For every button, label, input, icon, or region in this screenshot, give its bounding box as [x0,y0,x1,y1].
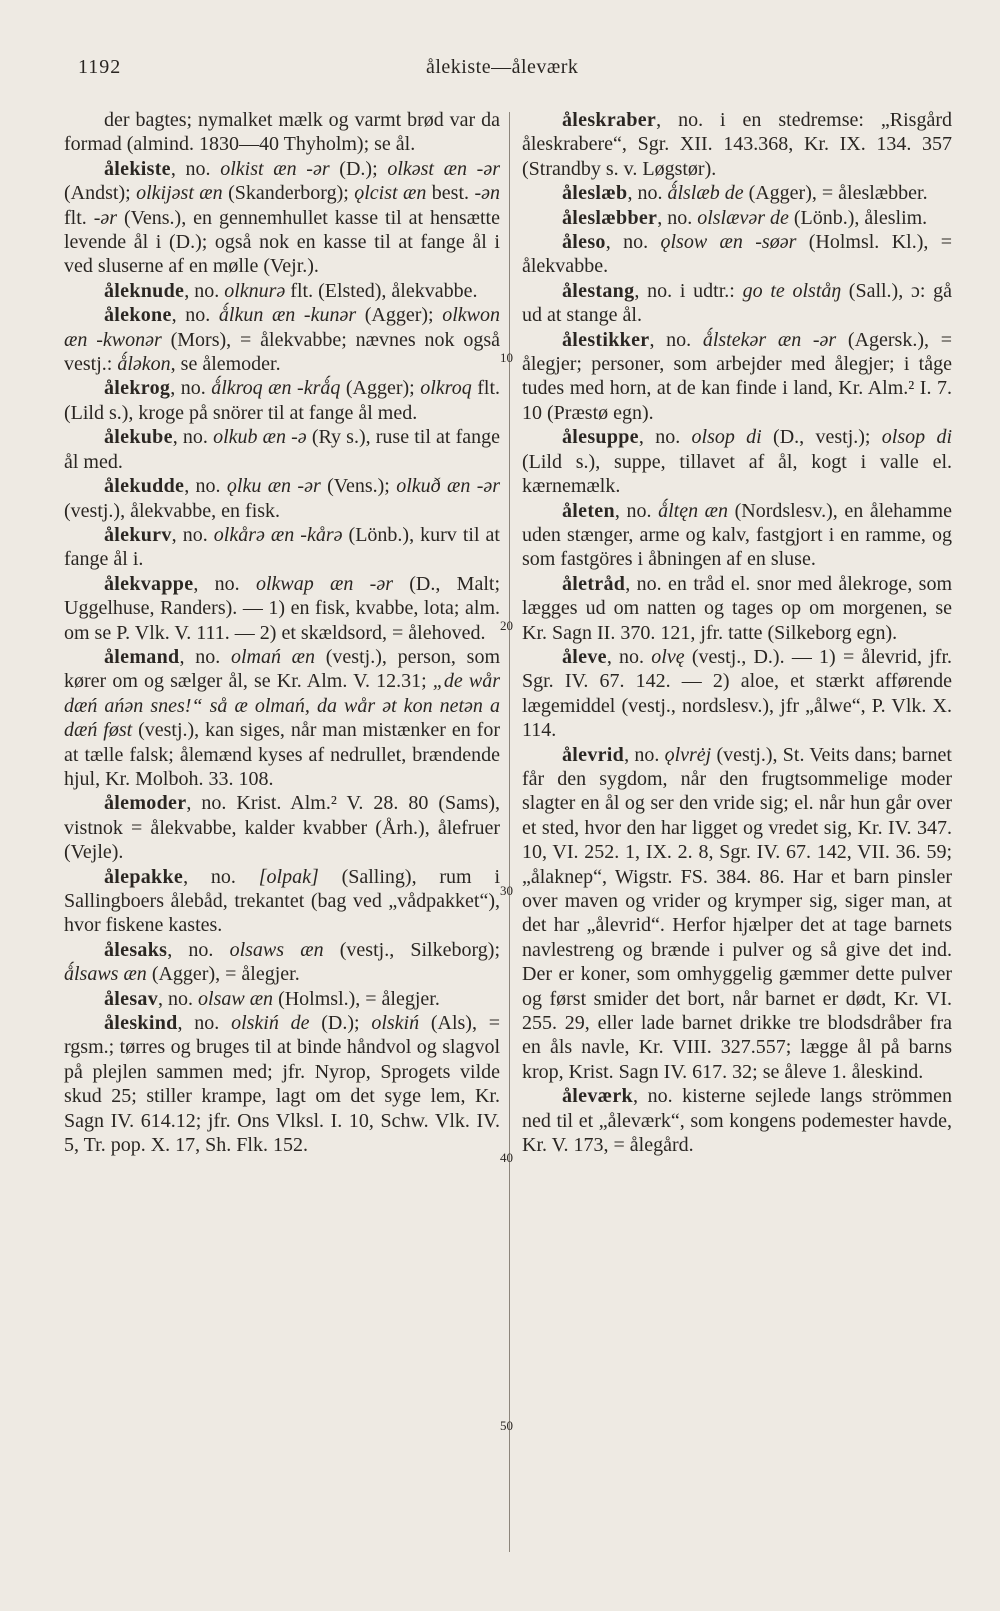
entry-text: , no. [614,499,659,522]
dictionary-entry [64,279,500,303]
dictionary-entry [64,157,500,279]
entry-text: , no. [657,206,698,229]
entry-headword: ålesav [104,987,159,1010]
entry-text: , no. [179,645,231,668]
entry-headword: ålepakke [104,865,184,888]
dialect-form: olslævər de [697,206,789,229]
dictionary-entry [64,1011,500,1157]
entry-text: , no. [184,279,225,302]
entry-headword: ålekvappe [104,572,194,595]
dialect-form: olsaw æn [198,987,274,1010]
entry-text: , se ålemoder. [170,353,281,376]
entry-headword: ålesuppe [562,426,639,449]
entry-headword: ålekiste [104,157,171,180]
dialect-form: olkist æn -ər [220,157,330,180]
dialect-form: ən [481,182,500,205]
dialect-form: olkwap æn -ər [255,572,393,595]
dictionary-entry [64,938,500,987]
dictionary-entry [522,1084,952,1157]
entry-headword: åleslæbber [562,206,658,229]
dictionary-entry [64,376,500,425]
dictionary-entry [64,425,500,474]
entry-text: (Sall.), ɔ: gå ud at stange ål. [522,279,953,327]
entry-headword: ålestang [562,279,635,302]
dialect-form: ǫlsow æn -søər [660,231,797,254]
dialect-form: [olpak] [258,865,319,888]
entry-text: der bagtes; nymalket mælk og varmt brød var da formad (almind. 1830—40 Thyholm); se ål. [64,109,500,156]
dictionary-entry [522,279,952,328]
dialect-form: ǫlvrėj [664,743,712,766]
entry-text: (Vens.); [320,475,397,498]
dictionary-entry [64,987,500,1011]
line-number-40: 40 [500,1150,513,1165]
entry-text: (Agger), = åleslæbber. [743,182,928,205]
entry-headword: ålemand [104,645,180,668]
entry-text: flt. - [64,206,101,229]
dictionary-entry [522,645,952,743]
page-number: 1192 [78,56,122,78]
dictionary-entry [64,572,500,645]
entry-headword: åletråd [562,572,626,595]
column-divider [509,112,510,1552]
entry-headword: ålekube [104,426,173,449]
dialect-form: olkijəst æn [136,182,223,205]
entry-text: , no. [627,182,668,205]
dialect-form: olskiń [371,1012,420,1035]
entry-text: , no. [183,865,259,888]
dialect-form: ǻlkun æn -kunər [218,304,357,327]
dictionary-entry [522,499,952,572]
dialect-form: ǻlkroq æn -krǻq [211,377,341,400]
entry-text: (D.); [309,1012,372,1035]
dictionary-entry [522,425,952,498]
entry-headword: ålesaks [104,938,168,961]
entry-text: , no. [172,426,214,449]
dictionary-entry [64,791,500,864]
dialect-form: „de wår dæń ańən snes!“ så æ olmań, da wår ət kon netən a dæń føst [64,670,501,742]
entry-text: (Nordslesv.), en ålehamme uden stænger, arme og kalv, fastgjort i en ramme, og som fastgöres i åbningen af en sluse. [522,499,952,571]
entry-headword: ålekrog [104,377,171,400]
entry-headword: ålekudde [104,475,185,498]
entry-text: (vestj., D.). — 1) = ålevrid, jfr. Sgr. IV. 67. 142. — 2) aloe, et stærkt afførende lægemiddel (vestj., nordslesv.), jfr „ålwe“, P. Vlk. X. 114. [522,645,952,742]
entry-text: (Andst); [64,182,137,205]
dialect-form: olsaws æn [229,938,324,961]
entry-text: (D., vestj.); [761,426,882,449]
left-column [64,108,500,1157]
dialect-form: ǻləkon [117,353,171,376]
entry-text: (Mors), = ålekvabbe; nævnes nok også vestj.: [64,328,500,376]
dictionary-entry [522,743,952,1085]
dialect-form: olvę [651,645,685,668]
entry-headword: åleknude [104,279,185,302]
dictionary-entry [64,523,500,572]
right-column [522,108,952,1157]
dialect-form: go te olståŋ [742,279,842,302]
entry-text: (vestj.), person, som kører om og sælger ål, se Kr. Alm. V. 12.31; [64,645,501,693]
entry-text: best. - [426,182,482,205]
entry-headword: åleskraber [562,109,657,131]
entry-text: , no. [606,645,652,668]
dialect-form: ǻlsaws æn [64,963,147,986]
dialect-form: olknurə [224,279,286,302]
dictionary-entry [64,865,500,938]
dialect-form: olkårə æn -kårə [213,523,343,546]
entry-text: (Agger), = ålegjer. [146,963,300,986]
entry-headword: åleten [562,499,615,522]
running-title: ålekiste—åleværk [426,56,579,78]
dictionary-entry [64,474,500,523]
dialect-form: olkəst æn -ər [387,157,501,180]
entry-text: , no. en tråd el. snor med ålekroge, som lægges ud om natten og tages op om morgenen, se Kr. Sagn II. 370. 121, jfr. tatte (Silkeborg egn). [522,572,952,644]
entry-text: (D.); [329,157,388,180]
entry-text: (Skanderborg); [222,182,355,205]
entry-text: , no. [177,1012,232,1035]
line-number-10: 10 [500,350,513,365]
dialect-form: olsop di [881,426,952,449]
entry-text: (Agger); [340,377,421,400]
dialect-form: ǫlku æn -ər [226,475,321,498]
dialect-form: ǻltęn æn [658,499,729,522]
entry-text: , no. [158,987,199,1010]
entry-headword: ålekone [104,304,172,327]
entry-text: , no. [167,938,230,961]
entry-text: , no. [649,328,703,351]
entry-headword: ålemoder [104,792,187,815]
entry-headword: ålekurv [104,523,172,546]
entry-text: , no. i udtr.: [634,279,743,302]
dialect-form: ər [100,206,118,229]
dictionary-entry [64,108,500,157]
entry-text: (Lönb.), åleslim. [788,206,928,229]
entry-text: , no. Krist. Alm.² V. 28. 80 (Sams), vistnok = ålekvabbe, kalder kvabber (Årh.), ålefruer (Vejle). [64,792,500,864]
entry-text: , no. [171,523,214,546]
entry-headword: åleso [562,231,606,254]
entry-text: (Lönb.), kurv til at fange ål i. [64,523,500,571]
line-number-50: 50 [500,1418,513,1433]
entry-text: , no. [638,426,692,449]
entry-text: (Agersk.), = ålegjer; personer, som arbejder med ålegjer; i tåge tudes med horn, at de kan finde i land, Kr. Alm.² I. 7. 10 (Præstø egn). [522,328,952,424]
dialect-form: olkub æn -ə [213,426,307,449]
dialect-form: olkroq [420,377,472,400]
dictionary-entry [64,645,500,791]
entry-text: (Salling), rum i Sallingboers ålebåd, trekantet (bag ved „vådpakket“), hvor fiskene kastes. [64,865,500,937]
entry-text: , no. [170,157,221,180]
dialect-form: olskiń de [231,1012,310,1035]
dialect-form: ǻlslæb de [667,182,744,205]
entry-text: , no. [193,572,256,595]
entry-headword: åleve [562,645,607,668]
dialect-form: olmań æn [230,645,316,668]
dialect-form: olsop di [691,426,762,449]
entry-text: (vestj.), kan siges, når man mistænker en for at tælle falsk; ålemænd kyses af nedrullet, brændende hjul, Kr. Molboh. 33. 108. [64,719,501,790]
entry-text: flt. (Lild s.), kroge på snörer til at fange ål med. [64,377,500,424]
entry-text: , no. [184,475,227,498]
dictionary-entry [522,572,952,645]
entry-text: (Vens.), en gennemhullet kasse til at hensætte levende ål i (D.); også nok en kasse til at fange ål i ved sluserne af en mølle (Vejr.). [64,206,500,278]
entry-headword: ålestikker [562,328,650,351]
dictionary-entry [522,328,952,426]
entry-text: , no. [171,304,219,327]
line-number-30: 30 [500,883,513,898]
entry-text: (Ry s.), ruse til at fange ål med. [64,426,501,473]
dictionary-entry [64,303,500,376]
dialect-form: olkuð æn -ər [396,475,501,498]
entry-text: (Holmsl.), = ålegjer. [273,987,440,1010]
entry-text: (D., Malt; Uggelhuse, Randers). — 1) en fisk, kvabbe, lota; alm. om se P. Vlk. V. 111. — 2) et skældsord, = ålehoved. [64,572,500,644]
dialect-form: olkwon æn -kwonər [64,304,500,351]
dictionary-entry [522,206,952,230]
entry-text: , no. kisterne sejlede langs strömmen ned til et „åleværk“, som kongens podemester havde, Kr. V. 173, = ålegård. [522,1085,952,1157]
entry-text: (vestj.), St. Veits dans; barnet får den sygdom, når den frugtsommelige moder slagter en ål og ser den vride sig; el. når hun går over et sted, hvor den har ligget og vredet sig, Kr. IV. 347. 10, VI. 252. 1, IX. 2. 8, Sgr. IV. 67. 142, VII. 36. 59; „ålaknep“, Wigstr. FS. 384. 86. Har et barn pinsler over maven og vrider og krymper sig, siger man, at det har „ålevrid“. Herfor hjælper det at tage barnets navlestreng og brænde i pulver og så give det ind. Der er koner, som omhyggelig gæmmer dette pulver og først smider det bort, når barnet er dødt, Kr. VI. 255. 29, eller lade barnet drikke tre blodsdråber fra en åls navle, Kr. VIII. 327.557; lægge ål på barns krop, Krist. Sagn IV. 617. 32; se åleve 1. åleskind. [522,743,952,1083]
entry-text: , no. [624,743,665,766]
line-number-20: 20 [500,618,513,633]
entry-text: flt. (Elsted), ålekvabbe. [285,279,478,302]
entry-text: , no. i en stedremse: „Risgård åleskrabere“, Sgr. XII. 143.368, Kr. IX. 134. 357 (Strandby s. v. Løgstør). [522,109,952,180]
entry-headword: åleskind [104,1012,178,1035]
entry-text: (Holmsl. Kl.), = ålekvabbe. [522,231,953,278]
entry-text: (Agger); [356,304,443,327]
entry-text: , no. [605,231,661,254]
entry-headword: åleværk [562,1085,633,1108]
entry-text: (Als), = rgsm.; tørres og bruges til at binde håndvol og slagvol på plejlen sammen med; jfr. Nyrop, Sprogets vilde skud 25; stiller krampe, lagt om det syge lem, Kr. Sagn IV. 614.12; jfr. Ons Vlksl. I. 10, Schw. Vlk. IV. 5, Tr. pop. X. 17, Sh. Flk. 152. [64,1012,501,1157]
dictionary-entry [522,181,952,205]
entry-headword: åleslæb [562,182,628,205]
entry-text: , no. [170,377,212,400]
dialect-form: ǻlstekər æn -ər [702,328,837,351]
entry-text: (Lild s.), suppe, tillavet af ål, kogt i valle el. kærnemælk. [522,450,952,498]
dialect-form: ǫlcist æn [354,182,427,205]
dictionary-entry [522,108,952,181]
entry-text: (vestj.), ålekvabbe, en fisk. [64,499,281,522]
entry-headword: ålevrid [562,743,625,766]
dictionary-entry [522,230,952,279]
entry-text: (vestj., Silkeborg); [323,938,500,961]
